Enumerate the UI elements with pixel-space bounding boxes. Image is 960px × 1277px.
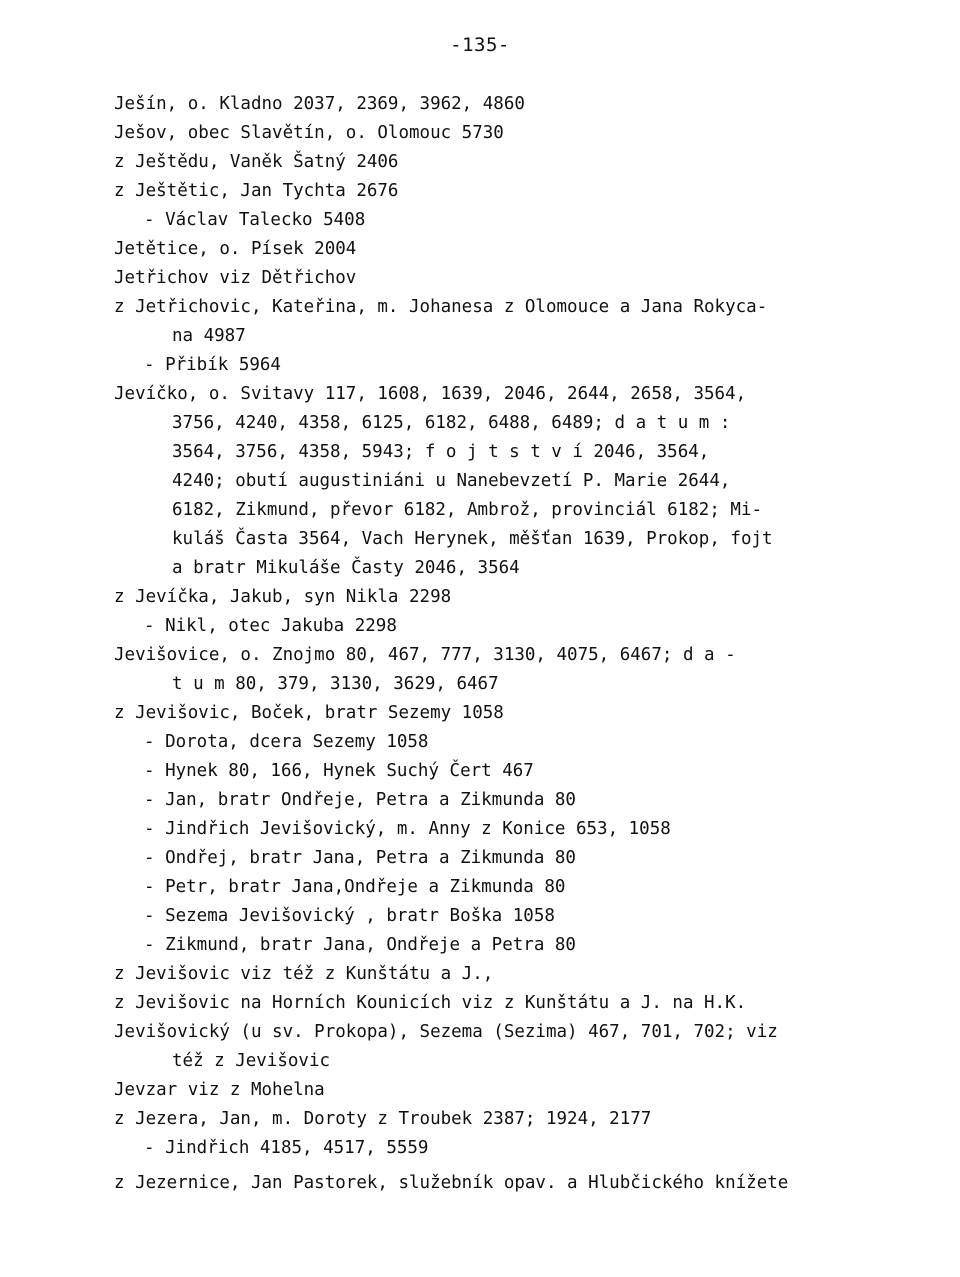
- index-entry: z Jezernice, Jan Pastorek, služebník opav. a Hlubčického knížete: [114, 1173, 789, 1193]
- index-entry-continuation: 6182, Zikmund, převor 6182, Ambrož, provinciál 6182; Mi-: [172, 500, 763, 520]
- index-entry: Ješín, o. Kladno 2037, 2369, 3962, 4860: [114, 94, 525, 114]
- index-entry: z Jevíčka, Jakub, syn Nikla 2298: [114, 587, 452, 607]
- index-subentry: - Dorota, dcera Sezemy 1058: [144, 732, 429, 752]
- index-subentry: - Jindřich Jevišovický, m. Anny z Konice 653, 1058: [144, 819, 671, 839]
- index-entry: Jetřichov viz Dětřichov: [114, 268, 357, 288]
- index-entry: z Jezera, Jan, m. Doroty z Troubek 2387; 1924, 2177: [114, 1109, 652, 1129]
- index-entries: [114, 90, 914, 1198]
- index-entry: z Jevišovic viz též z Kunštátu a J.,: [114, 964, 494, 984]
- index-entry: z Jevišovic, Boček, bratr Sezemy 1058: [114, 703, 504, 723]
- index-subentry: - Sezema Jevišovický , bratr Boška 1058: [144, 906, 555, 926]
- index-subentry: - Václav Talecko 5408: [144, 210, 366, 230]
- index-entry-continuation: též z Jevišovic: [172, 1051, 331, 1071]
- index-entry-continuation: a bratr Mikuláše Časty 2046, 3564: [172, 558, 520, 578]
- index-subentry: - Jindřich 4185, 4517, 5559: [144, 1138, 429, 1158]
- index-entry: z Jetřichovic, Kateřina, m. Johanesa z Olomouce a Jana Rokyca-: [114, 297, 768, 317]
- index-entry: z Ještětic, Jan Tychta 2676: [114, 181, 399, 201]
- index-entry: Jetětice, o. Písek 2004: [114, 239, 357, 259]
- index-entry: Jevišovický (u sv. Prokopa), Sezema (Sezima) 467, 701, 702; viz: [114, 1022, 778, 1042]
- index-entry-continuation: 3564, 3756, 4358, 5943; f o j t s t v í 2046, 3564,: [172, 442, 710, 462]
- index-subentry: - Nikl, otec Jakuba 2298: [144, 616, 397, 636]
- index-entry: z Jevišovic na Horních Kounicích viz z Kunštátu a J. na H.K.: [114, 993, 747, 1013]
- index-subentry: - Hynek 80, 166, Hynek Suchý Čert 467: [144, 761, 534, 781]
- index-entry: Ješov, obec Slavětín, o. Olomouc 5730: [114, 123, 504, 143]
- index-entry-continuation: kuláš Časta 3564, Vach Herynek, měšťan 1639, Prokop, fojt: [172, 529, 773, 549]
- index-entry: Jevišovice, o. Znojmo 80, 467, 777, 3130, 4075, 6467; d a -: [114, 645, 736, 665]
- index-subentry: - Ondřej, bratr Jana, Petra a Zikmunda 80: [144, 848, 576, 868]
- index-subentry: - Petr, bratr Jana,Ondřeje a Zikmunda 80: [144, 877, 566, 897]
- index-subentry: - Zikmund, bratr Jana, Ondřeje a Petra 80: [144, 935, 576, 955]
- index-entry: Jevíčko, o. Svitavy 117, 1608, 1639, 2046, 2644, 2658, 3564,: [114, 384, 747, 404]
- index-entry-continuation: 4240; obutí augustiniáni u Nanebevzetí P. Marie 2644,: [172, 471, 731, 491]
- index-entry-continuation: t u m 80, 379, 3130, 3629, 6467: [172, 674, 499, 694]
- index-entry-continuation: 3756, 4240, 4358, 6125, 6182, 6488, 6489; d a t u m :: [172, 413, 731, 433]
- index-entry: z Ještědu, Vaněk Šatný 2406: [114, 152, 399, 172]
- index-subentry: - Jan, bratr Ondřeje, Petra a Zikmunda 80: [144, 790, 576, 810]
- index-entry: Jevzar viz z Mohelna: [114, 1080, 325, 1100]
- page-number: -135-: [450, 34, 510, 56]
- index-subentry: - Přibík 5964: [144, 355, 281, 375]
- index-entry-continuation: na 4987: [172, 326, 246, 346]
